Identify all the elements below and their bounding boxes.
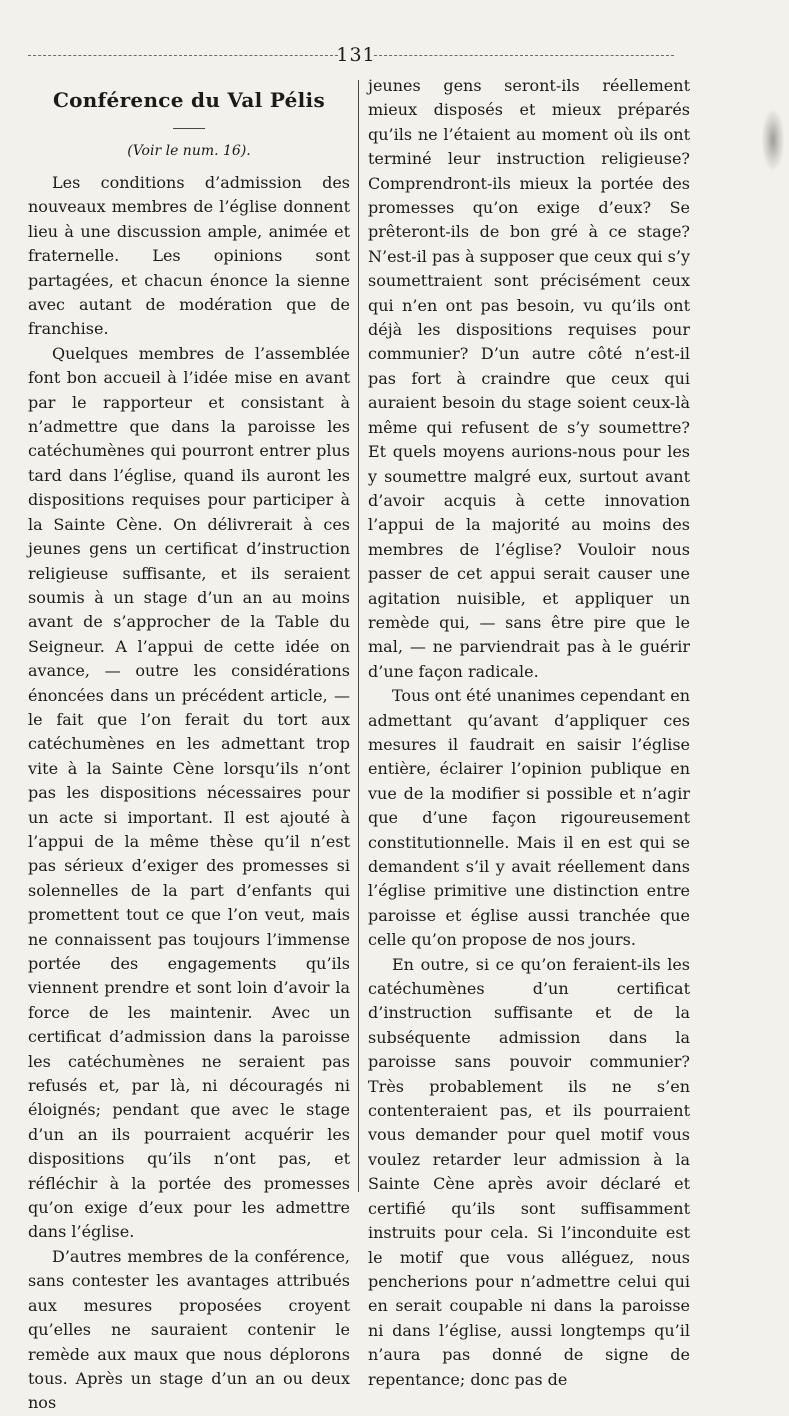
paragraph: Les conditions d’admission des nouveaux membres de l’église donnent lieu à une discussion ample, animée et fraternelle. Les opinions sont partagées, et chacun énonce la sienne avec autant de modération que de franchise. (28, 173, 350, 339)
right-column (368, 74, 690, 1392)
article-title: Conférence du Val Pélis (52, 88, 326, 112)
title-separator (173, 128, 205, 129)
article-subtitle: (Voir le num. 16). (127, 143, 251, 159)
header-rule-right (374, 55, 674, 57)
paragraph: En outre, si ce qu’on feraient-ils les catéchumènes d’un certificat d’instruction suffisante et de la subséquente admission dans la paroisse sans pouvoir communier? Très probablement ils ne s’en contenteraient pas, et ils pourraient vous demander pour quel motif vous voulez retarder leur admission à la Sainte Cène après avoir déclaré et certifié qu’ils sont suffisamment instruits pour cela. Si l’inconduite est le motif que vous alléguez, nous pencherions pour n’admettre celui qui en serait coupable ni dans la paroisse ni dans l’église, aussi longtemps qu’il n’aura pas donné de signe de repentance; donc pas de (368, 954, 690, 1389)
page-number: 131 (336, 44, 376, 66)
paragraph: Tous ont été unanimes cependant en admettant qu’avant d’appliquer ces mesures il faudrait en saisir l’église entière, éclairer l’opinion publique en vue de la modifier si possible et n’agir que d’une façon rigoureusement constitutionnelle. Mais il en est qui se demandent s’il y avait réellement dans l’église primitive une distinction entre paroisse et église aussi tranchée que celle qu’on propose de nos jours. (368, 686, 690, 950)
page-stain (762, 110, 784, 170)
paragraph: Quelques membres de l’assemblée font bon accueil à l’idée mise en avant par le rapporteur et consistant à n’admettre que dans la paroisse les catéchumènes qui pourront entrer plus tard dans l’église, quand ils auront les dispositions requises pour participer à la Sainte Cène. On délivrerait à ces jeunes gens un certificat d’instruction religieuse suffisante, et ils seraient soumis à un stage d’un an au moins avant de s’approcher de la Table du Seigneur. A l’appui de cette idée on avance, — outre les considérations énoncées dans un précédent article, — le fait que l’on ferait du tort aux catéchumènes en les admettant trop vite à la Sainte Cène lorsqu’ils n’ont pas les dispositions nécessaires pour un acte si important. Il est ajouté à l’appui de la même thèse qu’il n’est pas sérieux d’exiger des promesses si solennelles de la part d’enfants qui promettent tout ce que l’on veut, mais ne connaissent pas toujours l’immense portée des engagements qu’ils viennent prendre et sont loin d’avoir la force de les maintenir. Avec un certificat d’admission dans la paroisse les catéchumènes ne seraient pas refusés et, par là, ni découragés ni éloignés; pendant que avec le stage d’un an ils pourraient acquérir les dispositions qu’ils n’ont pas, et réfléchir à la portée des promesses qu’on exige d’eux pour les admettre dans l’église. (28, 343, 350, 1242)
paragraph: D’autres membres de la conférence, sans contester les avantages attribués aux mesures proposées croyent qu’elles ne sauraient contenir le remède aux maux que nous déplorons tous. Après un stage d’un an ou deux nos (28, 1246, 350, 1413)
paragraph: jeunes gens seront-ils réellement mieux disposés et mieux préparés qu’ils ne l’étaient au moment où ils ont terminé leur instruction religieuse? Comprendront-ils mieux la portée des promesses qu’on exige d’eux? Se prêteront-ils de bon gré à ce stage? N’est-il pas à supposer que ceux qui s’y soumettraient sont précisément ceux qui n’en ont pas besoin, vu qu’ils ont déjà les dispositions requises pour communier? D’un autre côté n’est-il pas fort à craindre que ceux qui auraient besoin du stage soient ceux-là même qui refusent de s’y soumettre? Et quels moyens aurions-nous pour les y soumettre malgré eux, surtout avant d’avoir acquis à cette innovation l’appui de la majorité au moins des membres de l’église? Vouloir nous passer de cet appui serait causer une agitation nuisible, et appliquer un remède qui, — sans être pire que le mal, — ne parviendrait pas à le guérir d’une façon radicale. (368, 76, 690, 681)
header-rule-left (28, 55, 338, 57)
column-divider (358, 80, 359, 1192)
left-column (28, 74, 350, 1416)
